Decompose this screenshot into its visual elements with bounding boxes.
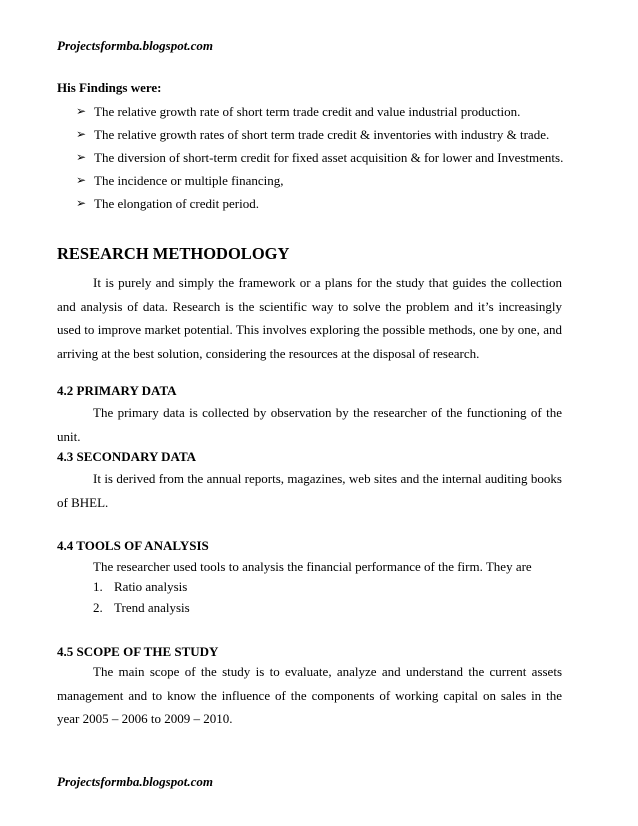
finding-text: The relative growth rates of short term trade credit & inventories with industry & trade.: [94, 126, 550, 142]
list-item: [76, 123, 563, 146]
page-header: Projectsformba.blogspot.com: [57, 38, 213, 53]
tool-label: Trend analysis: [114, 599, 190, 615]
finding-text: The diversion of short-term credit for fixed asset acquisition & for lower and Investments.: [94, 149, 564, 165]
tool-label: Ratio analysis: [114, 578, 188, 594]
arrow-bullet-icon: ➢: [76, 173, 87, 187]
primary-data-heading: 4.2 PRIMARY DATA: [57, 383, 177, 398]
list-item: [76, 192, 563, 215]
primary-data-paragraph: The primary data is collected by observation by the researcher of the functioning of the unit.: [57, 405, 562, 444]
finding-text: The incidence or multiple financing,: [94, 172, 284, 188]
research-methodology-paragraph: It is purely and simply the framework or a plans for the study that guides the collection and analysis of data. Research is the scientific way to solve the problem and it’s increasingly used to improve market potential. This involves exploring the possible methods, one by one, and arriving at the best solution, considering the resources at the disposal of research.: [57, 275, 562, 361]
list-item: [93, 597, 190, 618]
tools-of-analysis-heading: 4.4 TOOLS OF ANALYSIS: [57, 538, 209, 553]
finding-text: The relative growth rate of short term trade credit and value industrial production.: [94, 103, 521, 119]
scope-paragraph: The main scope of the study is to evaluate, analyze and understand the current assets management and to know the influence of the components of working capital on sales in the year 2005 – 2006 to 2009 – 2010.: [57, 664, 562, 726]
secondary-data-heading: 4.3 SECONDARY DATA: [57, 449, 197, 464]
list-item: [93, 576, 190, 597]
list-number: 1.: [93, 578, 103, 594]
arrow-bullet-icon: ➢: [76, 127, 87, 141]
arrow-bullet-icon: ➢: [76, 150, 87, 164]
list-item: [76, 169, 563, 192]
scope-heading: 4.5 SCOPE OF THE STUDY: [57, 644, 219, 659]
tools-list: [93, 576, 190, 618]
secondary-data-paragraph: It is derived from the annual reports, magazines, web sites and the internal auditing books of BHEL.: [57, 471, 562, 510]
arrow-bullet-icon: ➢: [76, 104, 87, 118]
list-item: [76, 100, 563, 123]
findings-list: [76, 100, 563, 215]
tools-of-analysis-paragraph: The researcher used tools to analysis the financial performance of the firm. They are: [93, 559, 532, 574]
list-number: 2.: [93, 599, 103, 615]
arrow-bullet-icon: ➢: [76, 196, 87, 210]
findings-title: His Findings were:: [57, 80, 162, 95]
list-item: [76, 146, 563, 169]
page-footer: Projectsformba.blogspot.com: [57, 774, 213, 789]
finding-text: The elongation of credit period.: [94, 195, 259, 211]
research-methodology-heading: RESEARCH METHODOLOGY: [57, 244, 290, 263]
